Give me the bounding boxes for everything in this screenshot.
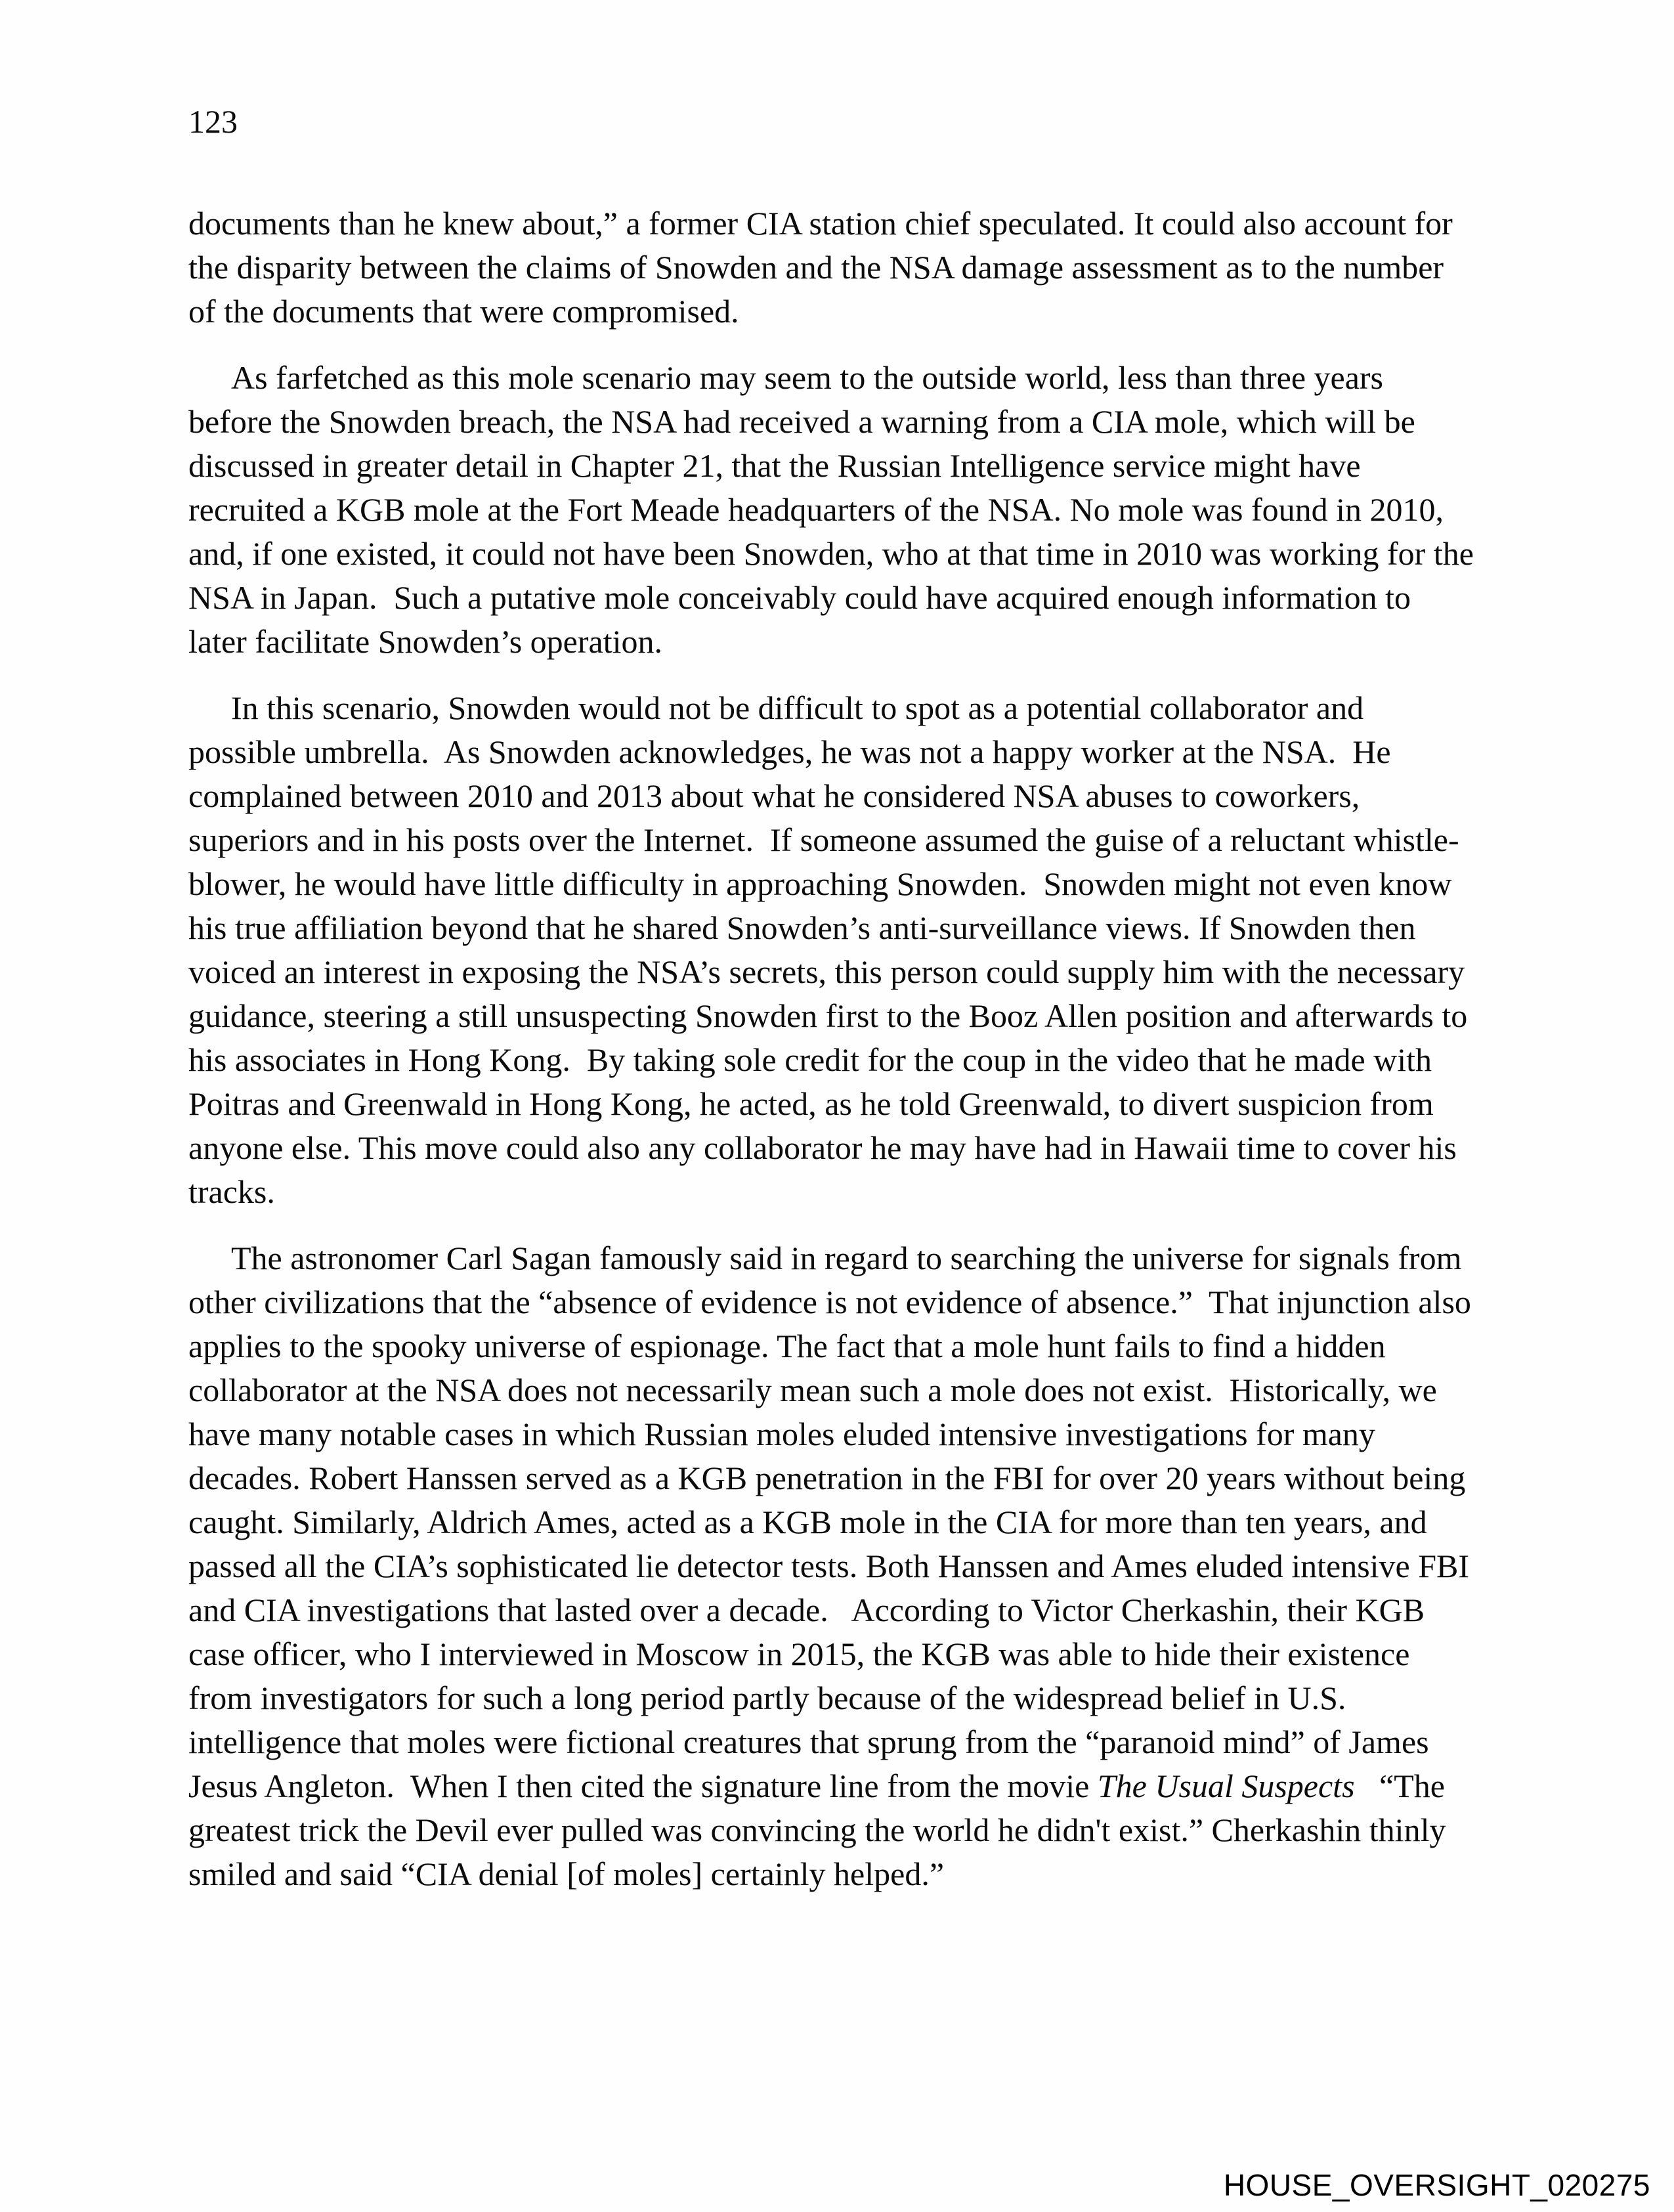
paragraph-3: In this scenario, Snowden would not be difficult to spot as a potential collaborator and possible umbrella. As Snowden acknowledges, he was not a happy worker at the NSA. He complained between 2010 and 2013 about what he considered NSA abuses to coworkers, superiors and in his posts over the Internet. If someone assumed the guise of a reluctant whistle-blower, he would have little difficulty in approaching Snowden. Snowden might not even know his true affiliation beyond that he shared Snowden’s anti-surveillance views. If Snowden then voiced an interest in exposing the NSA’s secrets, this person could supply him with the necessary guidance, steering a still unsuspecting Snowden first to the Booz Allen position and afterwards to his associates in Hong Kong. By taking sole credit for the coup in the video that he made with Poitras and Greenwald in Hong Kong, he acted, as he told Greenwald, to divert suspicion from anyone else. This move could also any collaborator he may have had in Hawaii time to cover his tracks. bbox=[188, 689, 1476, 1210]
paragraph-2: As farfetched as this mole scenario may seem to the outside world, less than three years before the Snowden breach, the NSA had received a warning from a CIA mole, which will be discussed in greater detail in Chapter 21, that the Russian Intelligence service might have recruited a KGB mole at the Fort Meade headquarters of the NSA. No mole was found in 2010, and, if one existed, it could not have been Snowden, who at that time in 2010 was working for the NSA in Japan. Such a putative mole conceivably could have acquired enough information to later facilitate Snowden’s operation. bbox=[188, 359, 1482, 660]
paragraph-4-text-before: The astronomer Carl Sagan famously said in regard to searching the universe for signals from other civilizations that the “absence of evidence is not evidence of absence.” That injunction also applies to the spooky universe of espionage. The fact that a mole hunt fails to find a hidden collaborator at the NSA does not necessarily mean such a mole does not exist. Historically, we have many notable cases in which Russian moles eluded intensive investigations for many decades. Robert Hanssen served as a KGB penetration in the FBI for over 20 years without being caught. Similarly, Aldrich Ames, acted as a KGB mole in the CIA for more than ten years, and passed all the CIA’s sophisticated lie detector tests. Both Hanssen and Ames eluded intensive FBI and CIA investigations that lasted over a decade. According to Victor Cherkashin, their KGB case officer, who I interviewed in Moscow in 2015, the KGB was able to hide their existence from investigators for such a long period partly because of the widespread belief in U.S. intelligence that moles were fictional creatures that sprung from the “paranoid mind” of James Jesus Angleton. When I then cited the signature line from the movie bbox=[188, 1240, 1480, 1804]
page-number: 123 bbox=[188, 103, 238, 140]
paragraph-4 bbox=[188, 1236, 1480, 1896]
movie-title: The Usual Suspects bbox=[1097, 1767, 1355, 1804]
paragraph-1: documents than he knew about,” a former CIA station chief speculated. It could also account for the disparity between the claims of Snowden and the NSA damage assessment as to the number of the documents that were compromised. bbox=[188, 205, 1461, 330]
bates-stamp: HOUSE_OVERSIGHT_020275 bbox=[1223, 2168, 1650, 2202]
document-body bbox=[188, 100, 1482, 1919]
paragraph-4-text-after: “The greatest trick the Devil ever pulled was convincing the world he didn't exist.” Cherkashin thinly smiled and said “CIA denial [of moles] certainly helped.” bbox=[188, 1767, 1454, 1892]
